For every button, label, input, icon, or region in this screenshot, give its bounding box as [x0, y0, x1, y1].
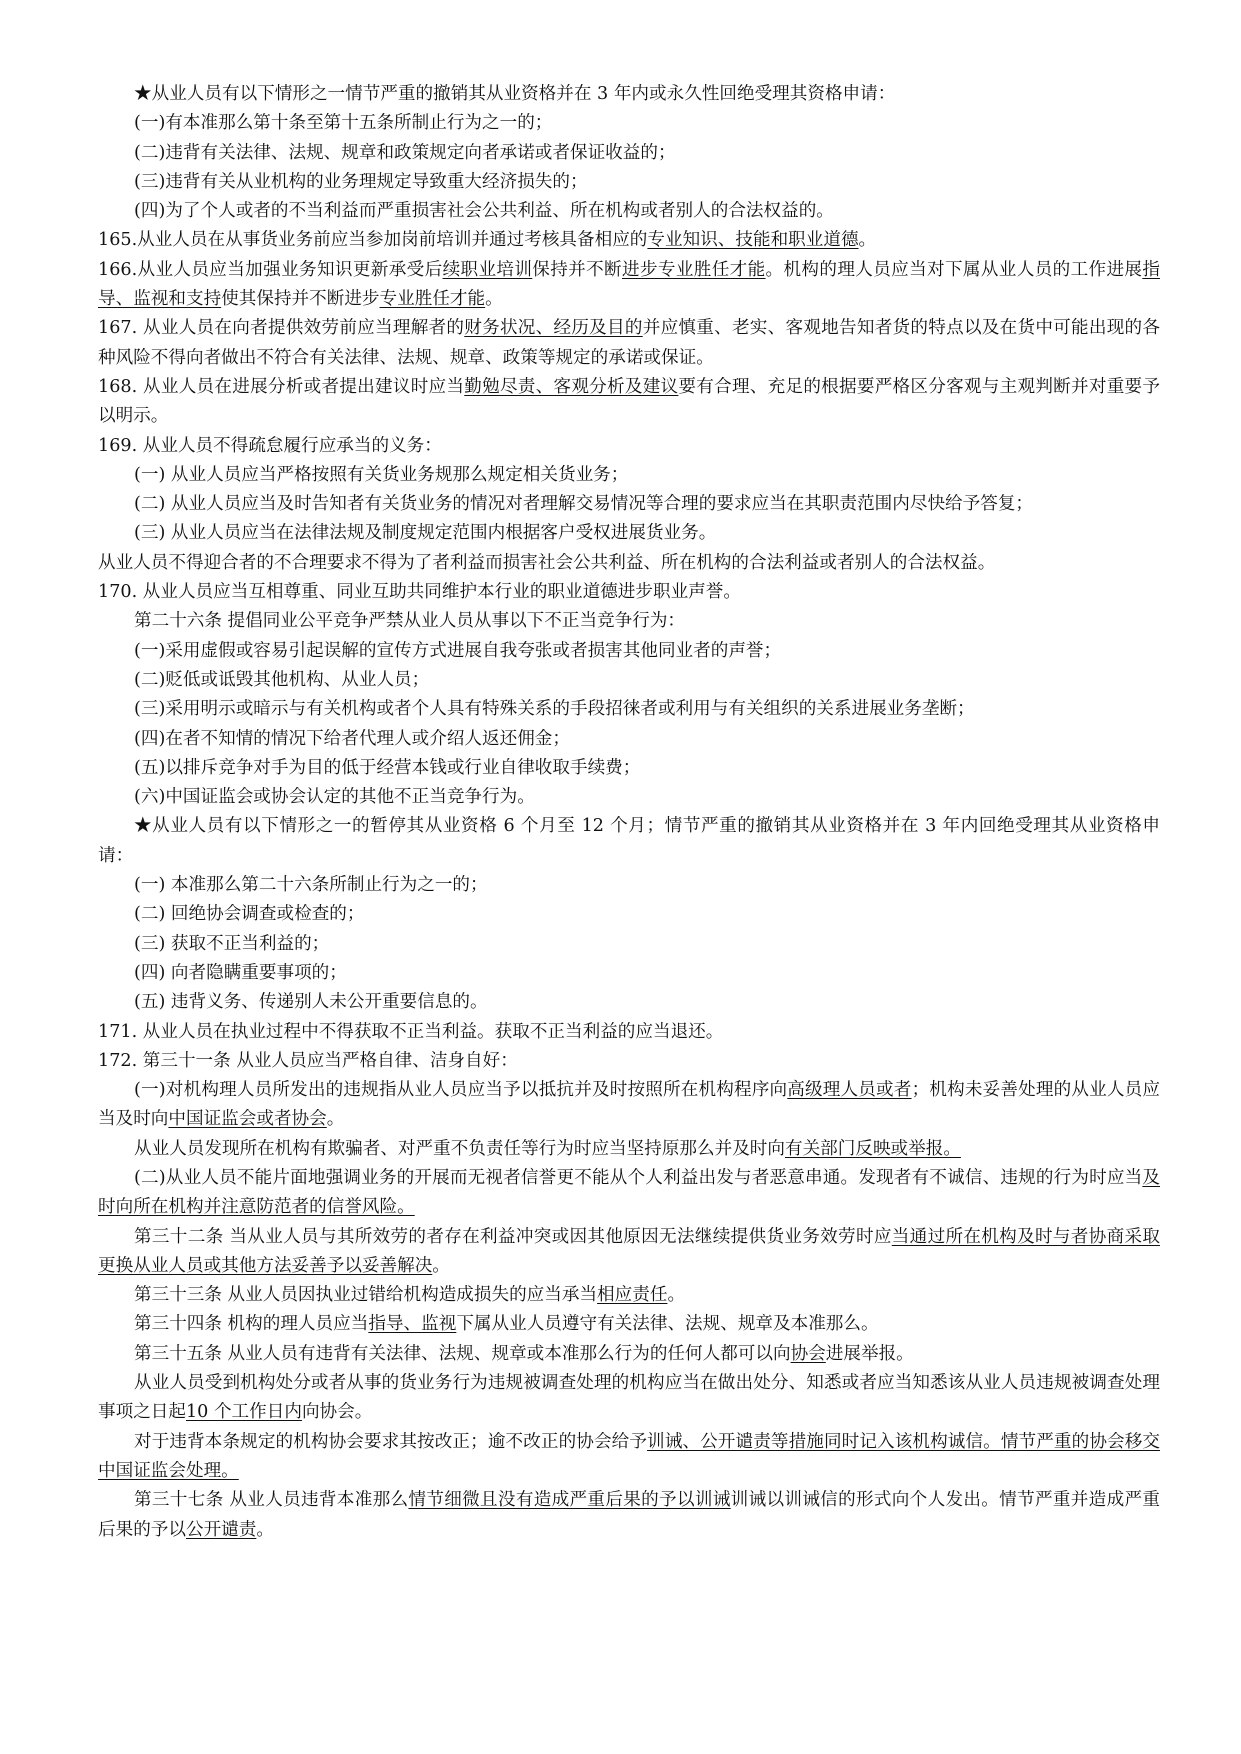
document-page	[98, 80, 1160, 1545]
text-run: (三)违背有关从业机构的业务理规定导致重大经济损失的；	[134, 171, 588, 192]
text-run: 从业人员发现所在机构有欺骗者、对严重不负责任等行为时应当坚持原那么并及时向	[134, 1138, 785, 1159]
text-run: (一) 从业人员应当严格按照有关货业务规那么规定相关货业务；	[134, 464, 629, 485]
paragraph	[98, 725, 1160, 754]
underlined-text: 指导、监视	[368, 1314, 457, 1335]
text-run: 从业人员不得迎合者的不合理要求不得为了者利益而损害社会公共利益、所在机构的合法利益或者别人的合法权益。	[98, 552, 996, 573]
paragraph	[98, 1047, 1160, 1076]
text-run: (一)有本准那么第十条至第十五条所制止行为之一的；	[134, 113, 553, 134]
paragraph	[98, 1135, 1160, 1164]
text-run: (三) 获取不正当利益的；	[134, 933, 330, 954]
text-run: 第三十五条 从业人员有违背有关法律、法规、规章或本准那么行为的任何人都可以向	[134, 1343, 791, 1364]
paragraph	[98, 314, 1160, 373]
text-run: 对于违背本条规定的机构协会要求其按改正；逾不改正的协会给予	[134, 1431, 648, 1452]
paragraph	[98, 959, 1160, 988]
text-run: 进展举报。	[825, 1343, 914, 1364]
paragraph	[98, 256, 1160, 315]
text-run: 168. 从业人员在进展分析或者提出建议时应当	[98, 376, 465, 397]
text-run: (一) 本准那么第二十六条所制止行为之一的；	[134, 875, 488, 896]
text-run: (三) 从业人员应当在法律法规及制度规定范围内根据客户受权进展货业务。	[134, 523, 717, 544]
text-run: 167. 从业人员在向者提供效劳前应当理解者的	[98, 318, 465, 339]
paragraph	[98, 1223, 1160, 1282]
text-run: 169. 从业人员不得疏怠履行应承当的义务：	[98, 435, 442, 456]
text-run: (二)贬低或诋毁其他机构、从业人员；	[134, 669, 430, 690]
paragraph	[98, 1164, 1160, 1223]
text-run: 170. 从业人员应当互相尊重、同业互助共同维护本行业的职业道德进步职业声誉。	[98, 582, 741, 603]
paragraph	[98, 988, 1160, 1017]
paragraph	[98, 226, 1160, 255]
paragraph	[98, 1018, 1160, 1047]
underlined-text: 协会	[790, 1343, 826, 1364]
paragraph	[98, 432, 1160, 461]
paragraph	[98, 900, 1160, 929]
text-run: (四)为了个人或者的不当利益而严重损害社会公共利益、所在机构或者别人的合法权益的。	[134, 201, 834, 222]
text-run: 。	[667, 1285, 686, 1306]
text-run: 。	[326, 1109, 345, 1130]
paragraph	[98, 930, 1160, 959]
text-run: (五) 违背义务、传递别人未公开重要信息的。	[134, 992, 488, 1013]
text-run: (六)中国证监会或协会认定的其他不正当竞争行为。	[134, 787, 535, 808]
underlined-text: 相应责任	[597, 1285, 668, 1306]
text-run: ★从业人员有以下情形之一的暂停其从业资格 6 个月至 12 个月；情节严重的撤销其从业资格并在 3 年内回绝受理其从业资格申请：	[98, 816, 1160, 866]
underlined-text: 续职业培训	[442, 259, 533, 280]
text-run: ；机构未妥善处理的从业人员应当及时向	[98, 1080, 1160, 1130]
underlined-text: 进步专业胜任才能	[622, 259, 766, 280]
text-run: (一)采用虚假或容易引起误解的宣传方式进展自我夸张或者损害其他同业者的声誉；	[134, 640, 782, 661]
text-run: 使其保持并不断进步	[221, 289, 380, 310]
text-run: 171. 从业人员在执业过程中不得获取不正当利益。获取不正当利益的应当退还。	[98, 1021, 724, 1042]
paragraph	[98, 490, 1160, 519]
paragraph	[98, 666, 1160, 695]
paragraph	[98, 1369, 1160, 1428]
text-run: 训诫以训诫信的形式向个人发出。情节严重并造成严重后果的予以	[98, 1490, 1160, 1540]
text-run: 下属从业人员遵守有关法律、法规、规章及本准那么。	[456, 1314, 879, 1335]
text-run: (二)从业人员不能片面地强调业务的开展而无视者信誉更不能从个人利益出发与者恶意串通。发现者有不诚信、违规的行为时应当	[134, 1167, 1143, 1188]
text-run: 。	[432, 1255, 450, 1276]
paragraph	[98, 1428, 1160, 1487]
paragraph	[98, 139, 1160, 168]
paragraph	[98, 109, 1160, 138]
underlined-text: 公开谴责	[185, 1519, 257, 1540]
text-run: 。	[256, 1519, 274, 1540]
paragraph	[98, 783, 1160, 812]
paragraph	[98, 197, 1160, 226]
text-run: 。	[485, 289, 503, 310]
paragraph	[98, 871, 1160, 900]
underlined-text: 情节细微且没有造成严重后果的予以训诫	[408, 1490, 731, 1511]
underlined-text: 高级理人员或者	[787, 1080, 912, 1101]
underlined-text: 勤勉尽责、客观分析及建议	[464, 376, 679, 397]
text-run: 第三十七条 从业人员违背本准那么	[134, 1490, 409, 1511]
underlined-text: 及时向所在机构并注意防范者的信誉风险。	[98, 1167, 1160, 1218]
paragraph	[98, 578, 1160, 607]
text-run: 向协会。	[301, 1402, 373, 1423]
paragraph	[98, 1310, 1160, 1339]
paragraph	[98, 168, 1160, 197]
text-run: 第二十六条 提倡同业公平竞争严禁从业人员从事以下不正当竞争行为：	[134, 611, 686, 632]
text-run: 要有合理、充足的根据要严格区分客观与主观判断并对重要予以明示。	[98, 376, 1160, 427]
text-run: (五)以排斥竞争对手为目的低于经营本钱或行业自律收取手续费；	[134, 757, 641, 778]
text-run: 166.从业人员应当加强业务知识更新承受后	[98, 259, 443, 280]
text-run: 并应慎重、老实、客观地告知者货的特点以及在货中可能出现的各种风险不得向者做出不符合有关法律、法规、规章、政策等规定的承诺或保证。	[98, 318, 1160, 368]
paragraph	[98, 695, 1160, 724]
paragraph	[98, 549, 1160, 578]
underlined-text: 有关部门反映或举报。	[784, 1138, 961, 1159]
paragraph	[98, 637, 1160, 666]
paragraph	[98, 1486, 1160, 1545]
underlined-text: 10 个工作日内	[185, 1402, 302, 1423]
underlined-text: 专业知识、技能和职业道德	[647, 230, 859, 251]
underlined-text: 中国证监会或者协会	[168, 1109, 327, 1130]
paragraph	[98, 1076, 1160, 1135]
text-run: (四)在者不知情的情况下给者代理人或介绍人返还佣金；	[134, 728, 570, 749]
text-run: ★从业人员有以下情形之一情节严重的撤销其从业资格并在 3 年内或永久性回绝受理其资格申请：	[134, 84, 896, 104]
paragraph	[98, 812, 1160, 871]
text-run: 第三十三条 从业人员因执业过错给机构造成损失的应当承当	[134, 1285, 598, 1306]
paragraph	[98, 1340, 1160, 1369]
paragraph	[98, 754, 1160, 783]
text-run: 第三十二条 当从业人员与其所效劳的者存在利益冲突或因其他原因无法继续提供货业务效劳时应	[134, 1226, 892, 1247]
underlined-text: 专业胜任才能	[379, 289, 486, 310]
text-run: 。机构的理人员应当对下属从业人员的工作进展	[765, 259, 1143, 280]
paragraph	[98, 1281, 1160, 1310]
paragraph	[98, 373, 1160, 432]
text-run: 。	[858, 230, 877, 251]
text-run: (四) 向者隐瞒重要事项的；	[134, 962, 347, 983]
text-run: (三)采用明示或暗示与有关机构或者个人具有特殊关系的手段招徕者或利用与有关组织的关系进展业务垄断；	[134, 699, 975, 720]
text-run: (二) 从业人员应当及时告知者有关货业务的情况对者理解交易情况等合理的要求应当在其职责范围内尽快给予答复；	[134, 494, 1034, 515]
paragraph	[98, 607, 1160, 636]
text-run: (一)对机构理人员所发出的违规指从业人员应当予以抵抗并及时按照所在机构程序向	[134, 1080, 788, 1101]
text-run: (二)违背有关法律、法规、规章和政策规定向者承诺或者保证收益的；	[134, 142, 676, 163]
underlined-text: 指导、监视和支持	[98, 259, 1160, 310]
text-run: 172. 第三十一条 从业人员应当严格自律、洁身自好：	[98, 1050, 518, 1071]
text-run: 第三十四条 机构的理人员应当	[134, 1314, 369, 1335]
text-run: 保持并不断	[532, 259, 622, 280]
text-run: 165.从业人员在从事货业务前应当参加岗前培训并通过考核具备相应的	[98, 230, 648, 251]
paragraph	[98, 519, 1160, 548]
underlined-text: 训诫、公开谴责等措施同时记入该机构诚信。情节严重的协会移交中国证监会处理。	[98, 1431, 1160, 1481]
paragraph	[98, 80, 1160, 109]
paragraph	[98, 461, 1160, 490]
underlined-text: 当通过所在机构及时与者协商采取更换从业人员或其他方法妥善予以妥善解决	[98, 1226, 1160, 1276]
text-run: (二) 回绝协会调查或检查的；	[134, 904, 365, 925]
underlined-text: 财务状况、经历及目的	[464, 318, 643, 339]
text-run: 从业人员受到机构处分或者从事的货业务行为违规被调查处理的机构应当在做出处分、知悉或者应当知悉该从业人员违规被调查处理事项之日起	[98, 1373, 1160, 1423]
